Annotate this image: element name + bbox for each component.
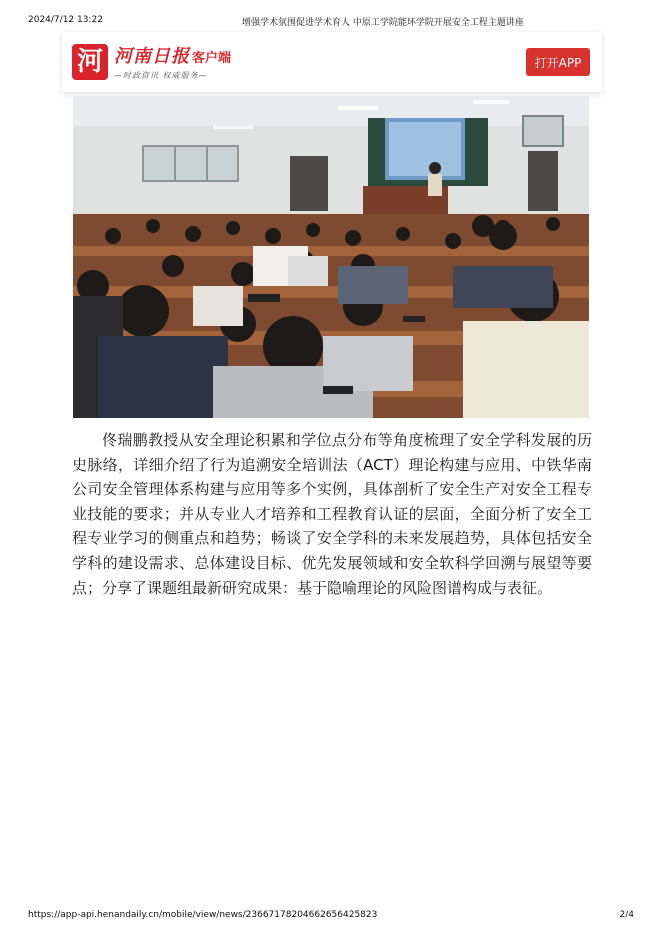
print-footer-page-number: 2/4 <box>619 910 634 920</box>
open-app-button[interactable]: 打开APP <box>526 48 590 76</box>
lecture-hall-image <box>73 96 589 418</box>
logo-suffix: 客户端 <box>192 51 232 66</box>
print-header-title: 增强学术氛围促进学术育人 中原工学院能环学院开展安全工程主题讲座 <box>242 18 524 28</box>
print-footer-url: https://app-api.henandaily.cn/mobile/view/news/2366717820466265​6425823 <box>28 910 378 920</box>
henan-daily-logo[interactable] <box>72 42 231 81</box>
logo-mark-icon: 河 <box>72 44 108 80</box>
logo-name <box>114 42 231 68</box>
logo-brand: 河南日报 <box>114 46 190 67</box>
logo-text <box>114 42 231 81</box>
app-header-bar <box>62 32 602 92</box>
print-header-date: 2024/7/12 13:22 <box>28 15 103 25</box>
lecture-photo <box>73 96 589 418</box>
logo-slogan: —时政资讯 权威服务— <box>114 71 208 80</box>
article-paragraph: 佟瑞鹏教授从安全理论积累和学位点分布等角度梳理了安全学科发展的历史脉络，详细介绍了行为追溯安全培训法（ACT）理论构建与应用、中铁华南公司安全管理体系构建与应用等多个实例，具体剖析了安全生产对安全工程专业技能的要求；并从专业人才培养和工程教育认证的层面，全面分析了安全工程专业学习的侧重点和趋势；畅谈了安全学科的未来发展趋势，具体包括安全学科的建设需求、总体建设目标、优先发展领域和安全软科学回溯与展望等要点；分享了课题组最新研究成果：基于隐喻理论的风险图谱构成与表征。 <box>72 431 592 597</box>
